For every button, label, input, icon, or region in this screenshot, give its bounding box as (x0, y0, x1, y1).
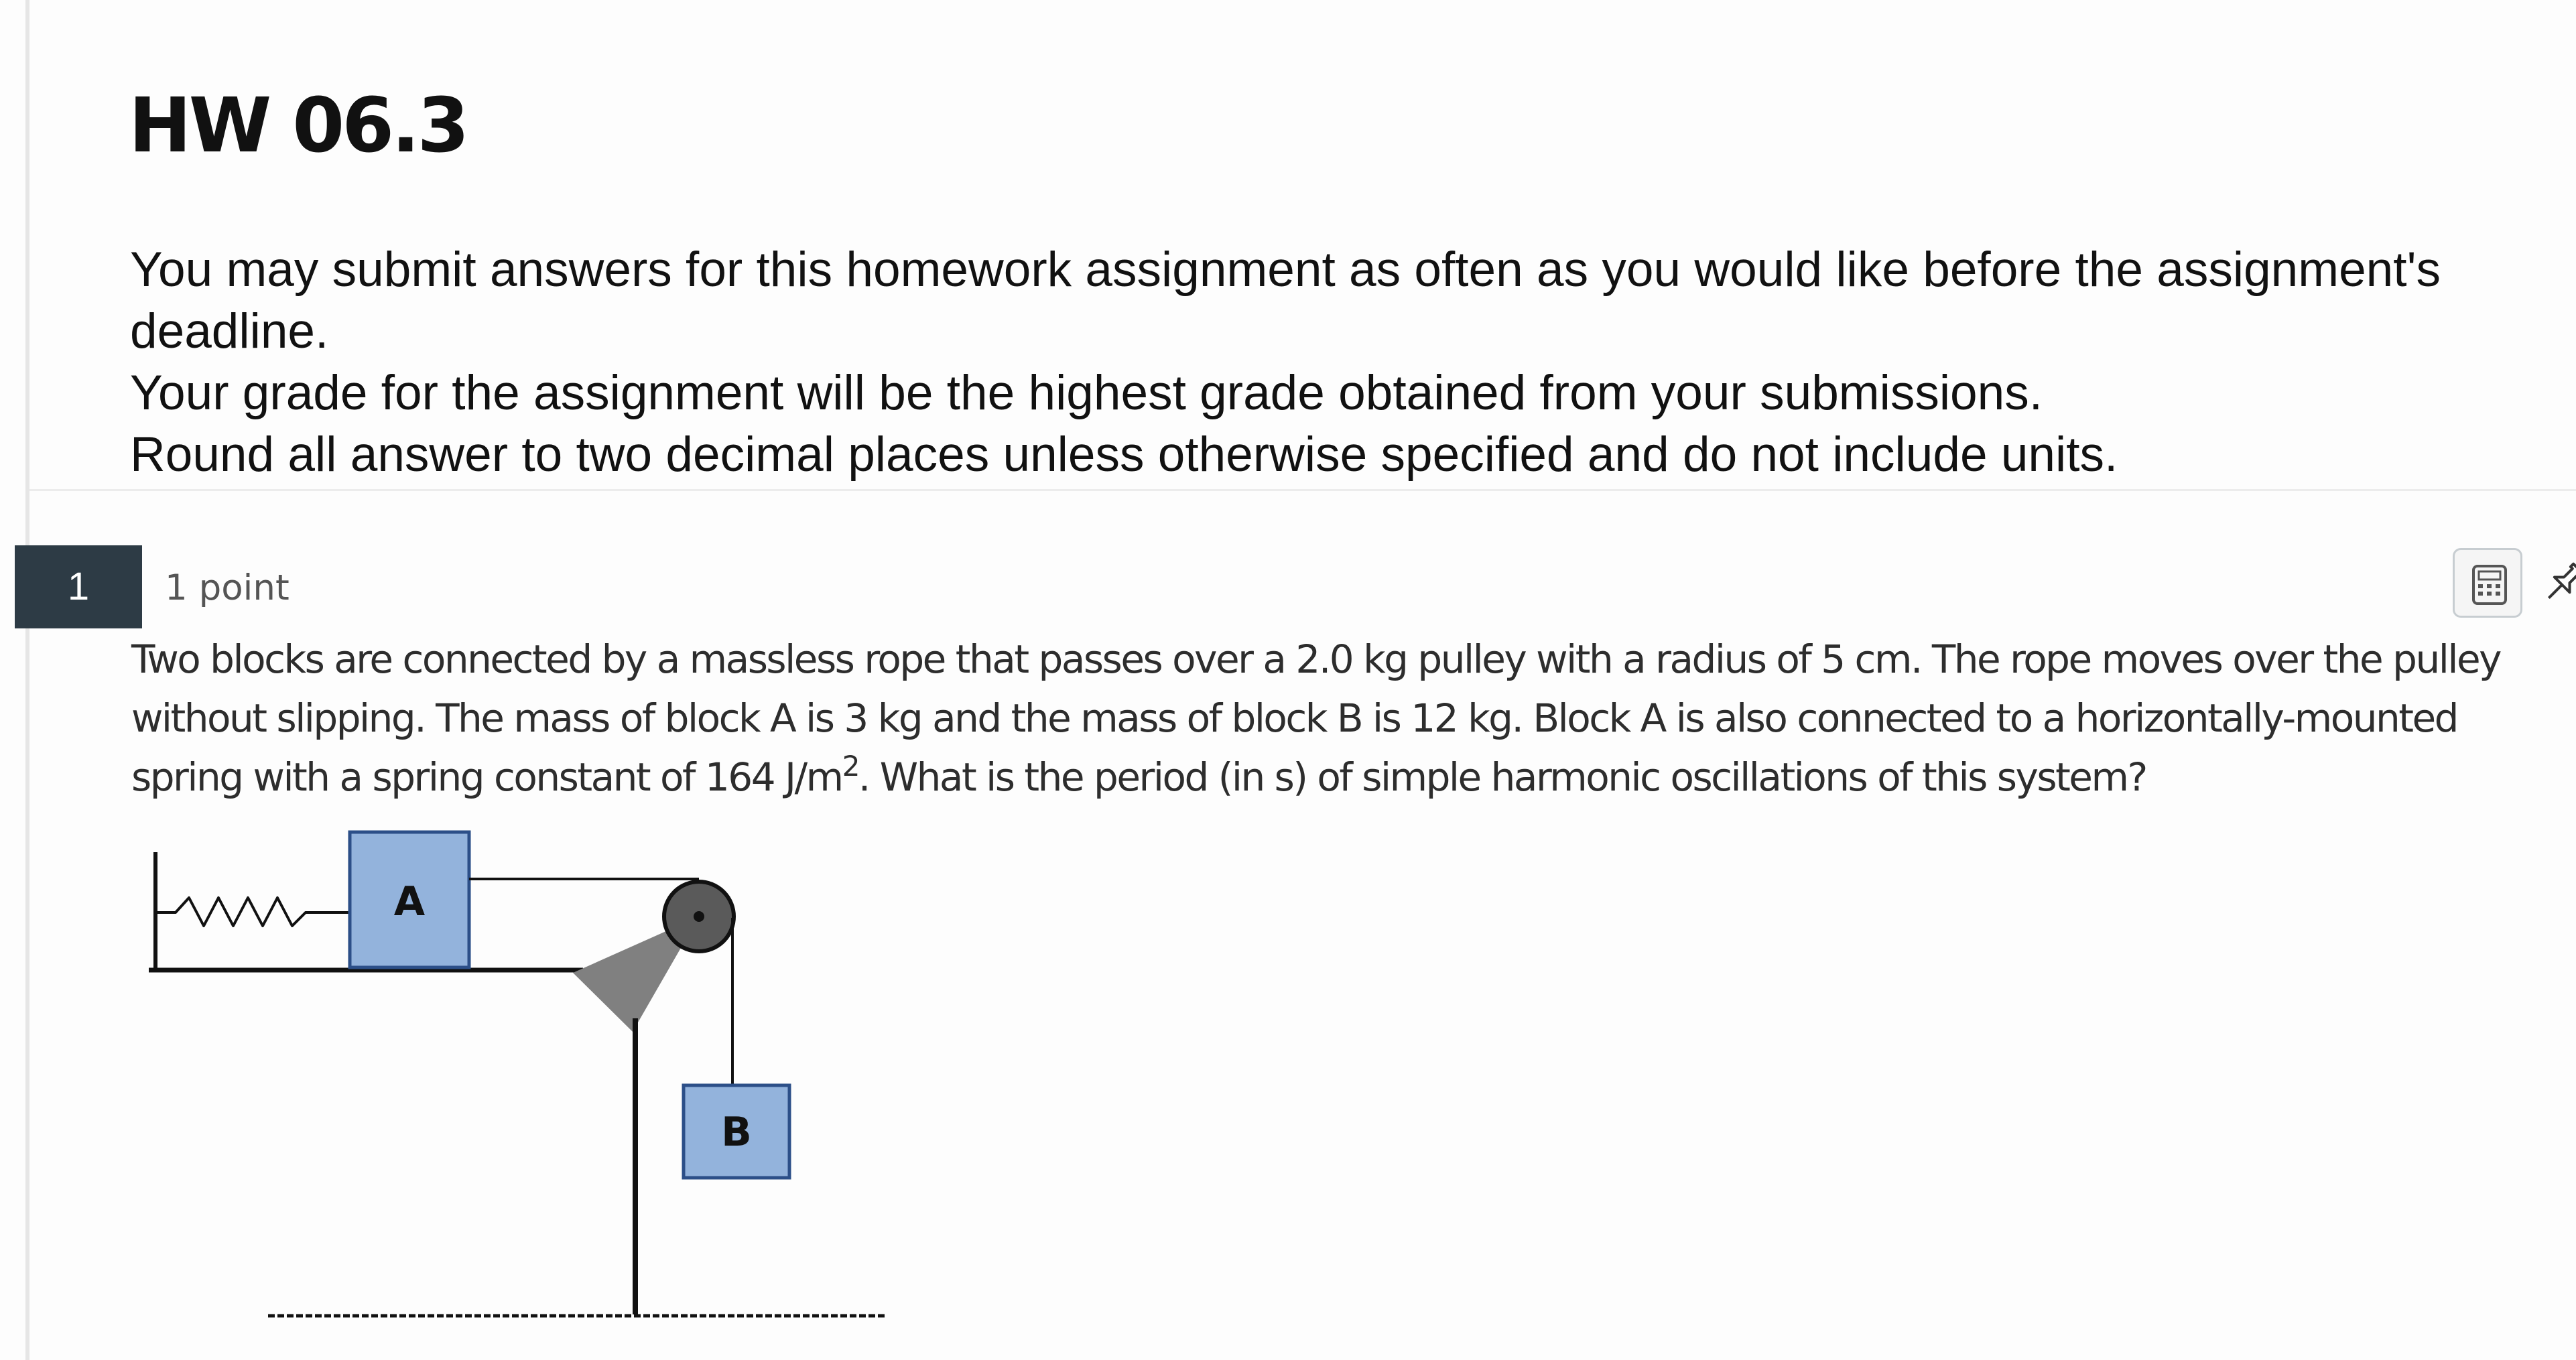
physics-diagram (134, 817, 898, 1340)
calculator-icon (2471, 563, 2508, 606)
question-number: 1 (15, 545, 142, 628)
page-title: HW 06.3 (129, 82, 467, 169)
question-text-superscript: 2 (842, 750, 858, 783)
pin-button[interactable] (2537, 556, 2576, 610)
instruction-line: Your grade for the assignment will be the highest grade obtained from your submissions. (130, 366, 2043, 420)
block-a-label: A (393, 878, 426, 925)
question-text-end: . What is the period (in s) of simple harmonic oscillations of this system? (858, 754, 2146, 800)
question-text (131, 630, 2564, 807)
instruction-line: You may submit answers for this homework assignment as often as you would like before the assignment's deadline. (130, 243, 2441, 358)
assignment-instructions (130, 239, 2516, 486)
left-border (25, 0, 29, 1360)
calculator-button[interactable] (2453, 548, 2522, 618)
question-text-main: Two blocks are connected by a massless rope that passes over a 2.0 kg pulley with a radius of 5 cm. The rope moves over the pulley without slipping. The mass of block A is 3 kg and the mass of block B is 12 kg. Block A is also connected to a horizontally-mounted spring with a spring constant of 164 J/m (131, 636, 2500, 800)
pulley-axle (694, 911, 704, 922)
instruction-line: Round all answer to two decimal places unless otherwise specified and do not include units. (130, 427, 2118, 482)
pin-icon (2537, 556, 2576, 610)
spring (155, 898, 350, 926)
block-b-label: B (721, 1109, 752, 1156)
section-divider (29, 489, 2576, 491)
question-points: 1 point (165, 567, 289, 608)
